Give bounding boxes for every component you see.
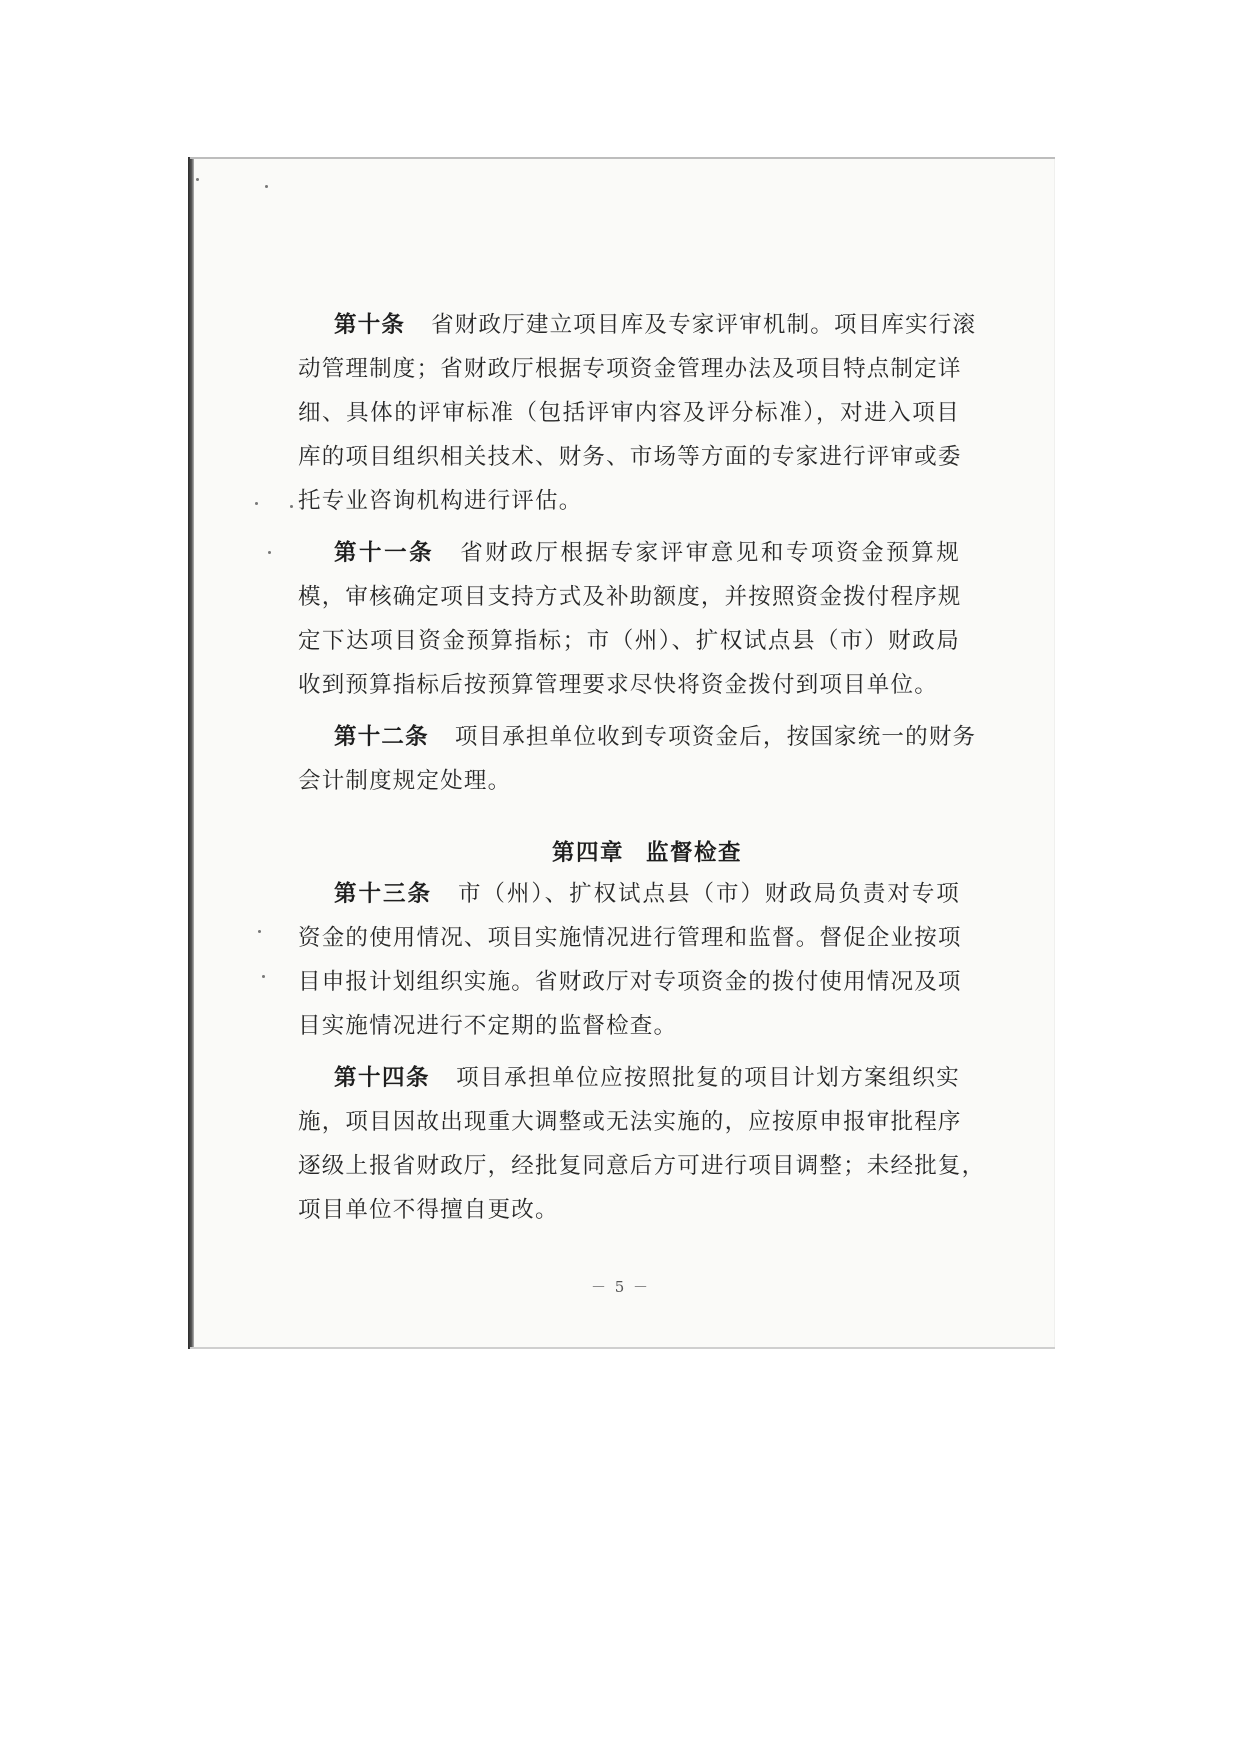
article-text-line: 目实施情况进行不定期的监督检查。 bbox=[298, 1013, 678, 1039]
chapter-heading bbox=[334, 835, 960, 867]
scan-top-edge bbox=[190, 157, 1055, 159]
articles-section-2 bbox=[298, 872, 986, 1232]
article-text-line: 动管理制度；省财政厅根据专项资金管理办法及项目特点制定详 bbox=[298, 356, 962, 382]
scan-speck bbox=[196, 178, 199, 181]
article-number: 第十一条 bbox=[334, 540, 435, 566]
article-text-line: 项目承担单位应按照批复的项目计划方案组织实 bbox=[456, 1065, 961, 1091]
scan-speck bbox=[290, 505, 293, 508]
article-text-line: 模，审核确定项目支持方式及补助额度，并按照资金拨付程序规 bbox=[298, 584, 962, 610]
scan-shadow-edge bbox=[188, 157, 194, 1349]
article-text-line: 市（州）、扩权试点县（市）财政局负责对专项 bbox=[457, 881, 961, 907]
scan-speck bbox=[262, 975, 265, 978]
article-text-line: 项目承担单位收到专项资金后，按国家统一的财务 bbox=[454, 724, 977, 750]
chapter-number: 第四章 bbox=[551, 840, 624, 866]
article-text-line: 省财政厅建立项目库及专家评审机制。项目库实行滚 bbox=[431, 312, 977, 338]
article-text-line: 定下达项目资金预算指标；市（州）、扩权试点县（市）财政局 bbox=[298, 628, 960, 654]
article-paragraph bbox=[298, 715, 977, 803]
page-number: － 5 － bbox=[590, 1278, 651, 1296]
article-text-line: 库的项目组织相关技术、财务、市场等方面的专家进行评审或委 bbox=[298, 444, 962, 470]
scan-bottom-edge bbox=[190, 1347, 1055, 1349]
chapter-title: 监督检查 bbox=[646, 840, 743, 866]
scan-speck bbox=[268, 551, 271, 554]
scan-speck bbox=[258, 930, 261, 933]
article-paragraph bbox=[298, 872, 962, 1048]
article-paragraph bbox=[298, 303, 977, 523]
article-number: 第十条 bbox=[334, 312, 406, 338]
article-number: 第十二条 bbox=[334, 724, 429, 750]
article-text-line: 会计制度规定处理。 bbox=[298, 768, 512, 794]
article-text-line: 逐级上报省财政厅，经批复同意后方可进行项目调整；未经批复， bbox=[298, 1153, 986, 1179]
article-text-line: 收到预算指标后按预算管理要求尽快将资金拨付到项目单位。 bbox=[298, 672, 938, 698]
article-text-line: 项目单位不得擅自更改。 bbox=[298, 1197, 559, 1223]
article-number: 第十三条 bbox=[334, 881, 432, 907]
articles-section-1 bbox=[298, 303, 977, 803]
article-text-line: 施，项目因故出现重大调整或无法实施的，应按原申报审批程序 bbox=[298, 1109, 962, 1135]
article-text-line: 资金的使用情况、项目实施情况进行管理和监督。督促企业按项 bbox=[298, 925, 962, 951]
article-paragraph bbox=[298, 1056, 986, 1232]
scan-speck bbox=[255, 502, 258, 505]
article-text-line: 目申报计划组织实施。省财政厅对专项资金的拨付使用情况及项 bbox=[298, 969, 962, 995]
article-text-line: 细、具体的评审标准（包括评审内容及评分标准），对进入项目 bbox=[298, 400, 960, 426]
scan-speck bbox=[265, 185, 268, 188]
article-text-line: 托专业咨询机构进行评估。 bbox=[298, 488, 583, 514]
article-text-line: 省财政厅根据专家评审意见和专项资金预算规 bbox=[460, 540, 960, 566]
article-number: 第十四条 bbox=[334, 1065, 431, 1091]
article-paragraph bbox=[298, 531, 962, 707]
